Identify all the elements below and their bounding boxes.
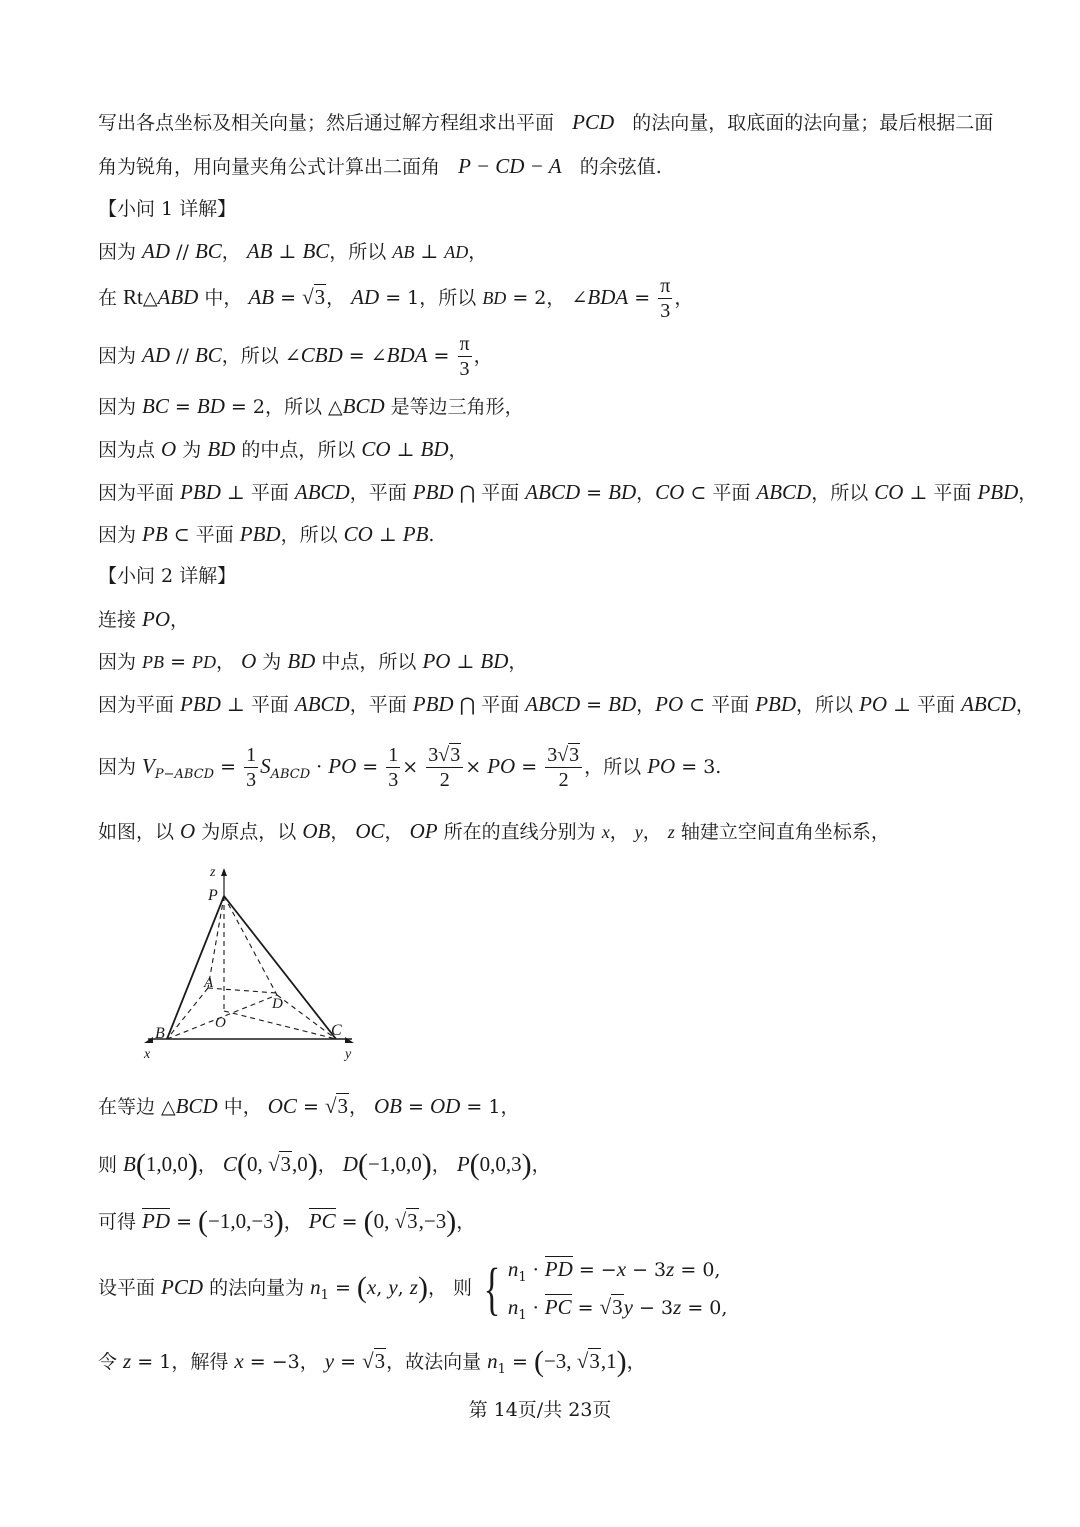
dihedral-angle: P − CD − A	[458, 154, 562, 178]
proof-line: 设平面 PCD 的法向量为 $n_1 = (x$, y, z)， 则 { $n_1$ · PD = −x − 3z = 0, $n_1$ · PC = √3y − 3z = 0,	[98, 1256, 728, 1323]
proof-line: 则 B(1,0,0)， C(0, √3,0)， D(−1,0,0)， P(0,0,3)，	[98, 1148, 551, 1181]
intro-line-1	[98, 112, 993, 133]
intro-text: 的法向量，取底面的法向量；最后根据二面	[632, 112, 994, 134]
proof-line: 在 Rt△ABD 中， AB = √3， AD = 1，所以 BD = 2， ∠BDA = $\frac{\pi}{3}$ ，	[98, 275, 694, 322]
label-c: C	[331, 1022, 342, 1039]
label-z: z	[210, 865, 216, 880]
edge-pc	[224, 896, 336, 1039]
plane-pcd: PCD	[572, 110, 615, 134]
edge-oc	[224, 1011, 336, 1039]
proof-line: 因为 PB ⊂ 平面 PBD，所以 CO ⊥ PB.	[98, 522, 435, 546]
proof-line: 因为 PB = PD， O 为 BD 中点，所以 PO ⊥ BD，	[98, 649, 528, 673]
y-arrow-icon	[345, 1037, 354, 1043]
proof-line: 因为平面 PBD ⊥ 平面 ABCD，平面 PBD ⋂ 平面 ABCD = BD，PO ⊂ 平面 PBD，所以 PO ⊥ 平面 ABCD，	[98, 692, 1035, 716]
page-footer: 第 14页/共 23页	[468, 1399, 612, 1421]
intro-line-2	[98, 156, 662, 177]
intro-text: 的余弦值.	[579, 156, 662, 178]
proof-line: 因为 BC = BD = 2，所以 △BCD 是等边三角形，	[98, 394, 524, 418]
proof-line: 如图，以 O 为原点，以 OB， OC， OP 所在的直线分别为 x， y， z 轴建立空间直角坐标系，	[98, 819, 890, 843]
label-o: O	[215, 1015, 226, 1031]
proof-line: 因为 $V_{P-ABCD}$ = $\frac{1}{3}$ $S_{ABCD}$ · PO = $\frac{1}{3}$ × $\frac{3√3}{2}$ × PO = $\frac{3√3}{2}$ ，所以 PO = 3.	[98, 744, 722, 791]
label-p: P	[208, 887, 218, 904]
proof-line: 令 z = 1，解得 x = −3， y = √3，故法向量 $n_1 = (-3$, √3,1)，	[98, 1345, 646, 1378]
label-x: x	[144, 1047, 151, 1062]
section-heading-q2: 【小问 2 详解】	[98, 565, 237, 587]
proof-line: 连接 PO，	[98, 607, 190, 631]
intro-text: 角为锐角，用向量夹角公式计算出二面角	[98, 156, 441, 178]
proof-line: 因为 AD // BC，所以 ∠CBD = ∠BDA = $\frac{\pi}{3}$ ，	[98, 333, 493, 380]
edge-pd	[224, 896, 277, 995]
label-y: y	[345, 1047, 352, 1062]
label-a: A	[204, 975, 214, 991]
intro-text: 写出各点坐标及相关向量；然后通过解方程组求出平面	[98, 112, 555, 134]
proof-line: 因为 AD // BC， AB ⊥ BC，所以 AB ⊥ AD，	[98, 239, 488, 263]
proof-line: 在等边 △BCD 中， OC = √3， OB = OD = 1，	[98, 1094, 520, 1118]
proof-line: 因为点 O 为 BD 的中点，所以 CO ⊥ BD，	[98, 437, 468, 461]
proof-line: 因为平面 PBD ⊥ 平面 ABCD，平面 PBD ⋂ 平面 ABCD = BD，CO ⊂ 平面 ABCD，所以 CO ⊥ 平面 PBD，	[98, 480, 1038, 504]
pyramid-figure	[140, 862, 370, 1067]
edge-ad	[208, 988, 277, 993]
proof-line: 可得 PD = (−1,0,−3)， PC = (0, √3,−3)，	[98, 1205, 476, 1238]
z-arrow-icon	[221, 868, 227, 876]
x-arrow-icon	[144, 1037, 153, 1043]
label-b: B	[155, 1025, 165, 1042]
section-heading-q1: 【小问 1 详解】	[98, 198, 237, 220]
label-d: D	[272, 996, 283, 1012]
